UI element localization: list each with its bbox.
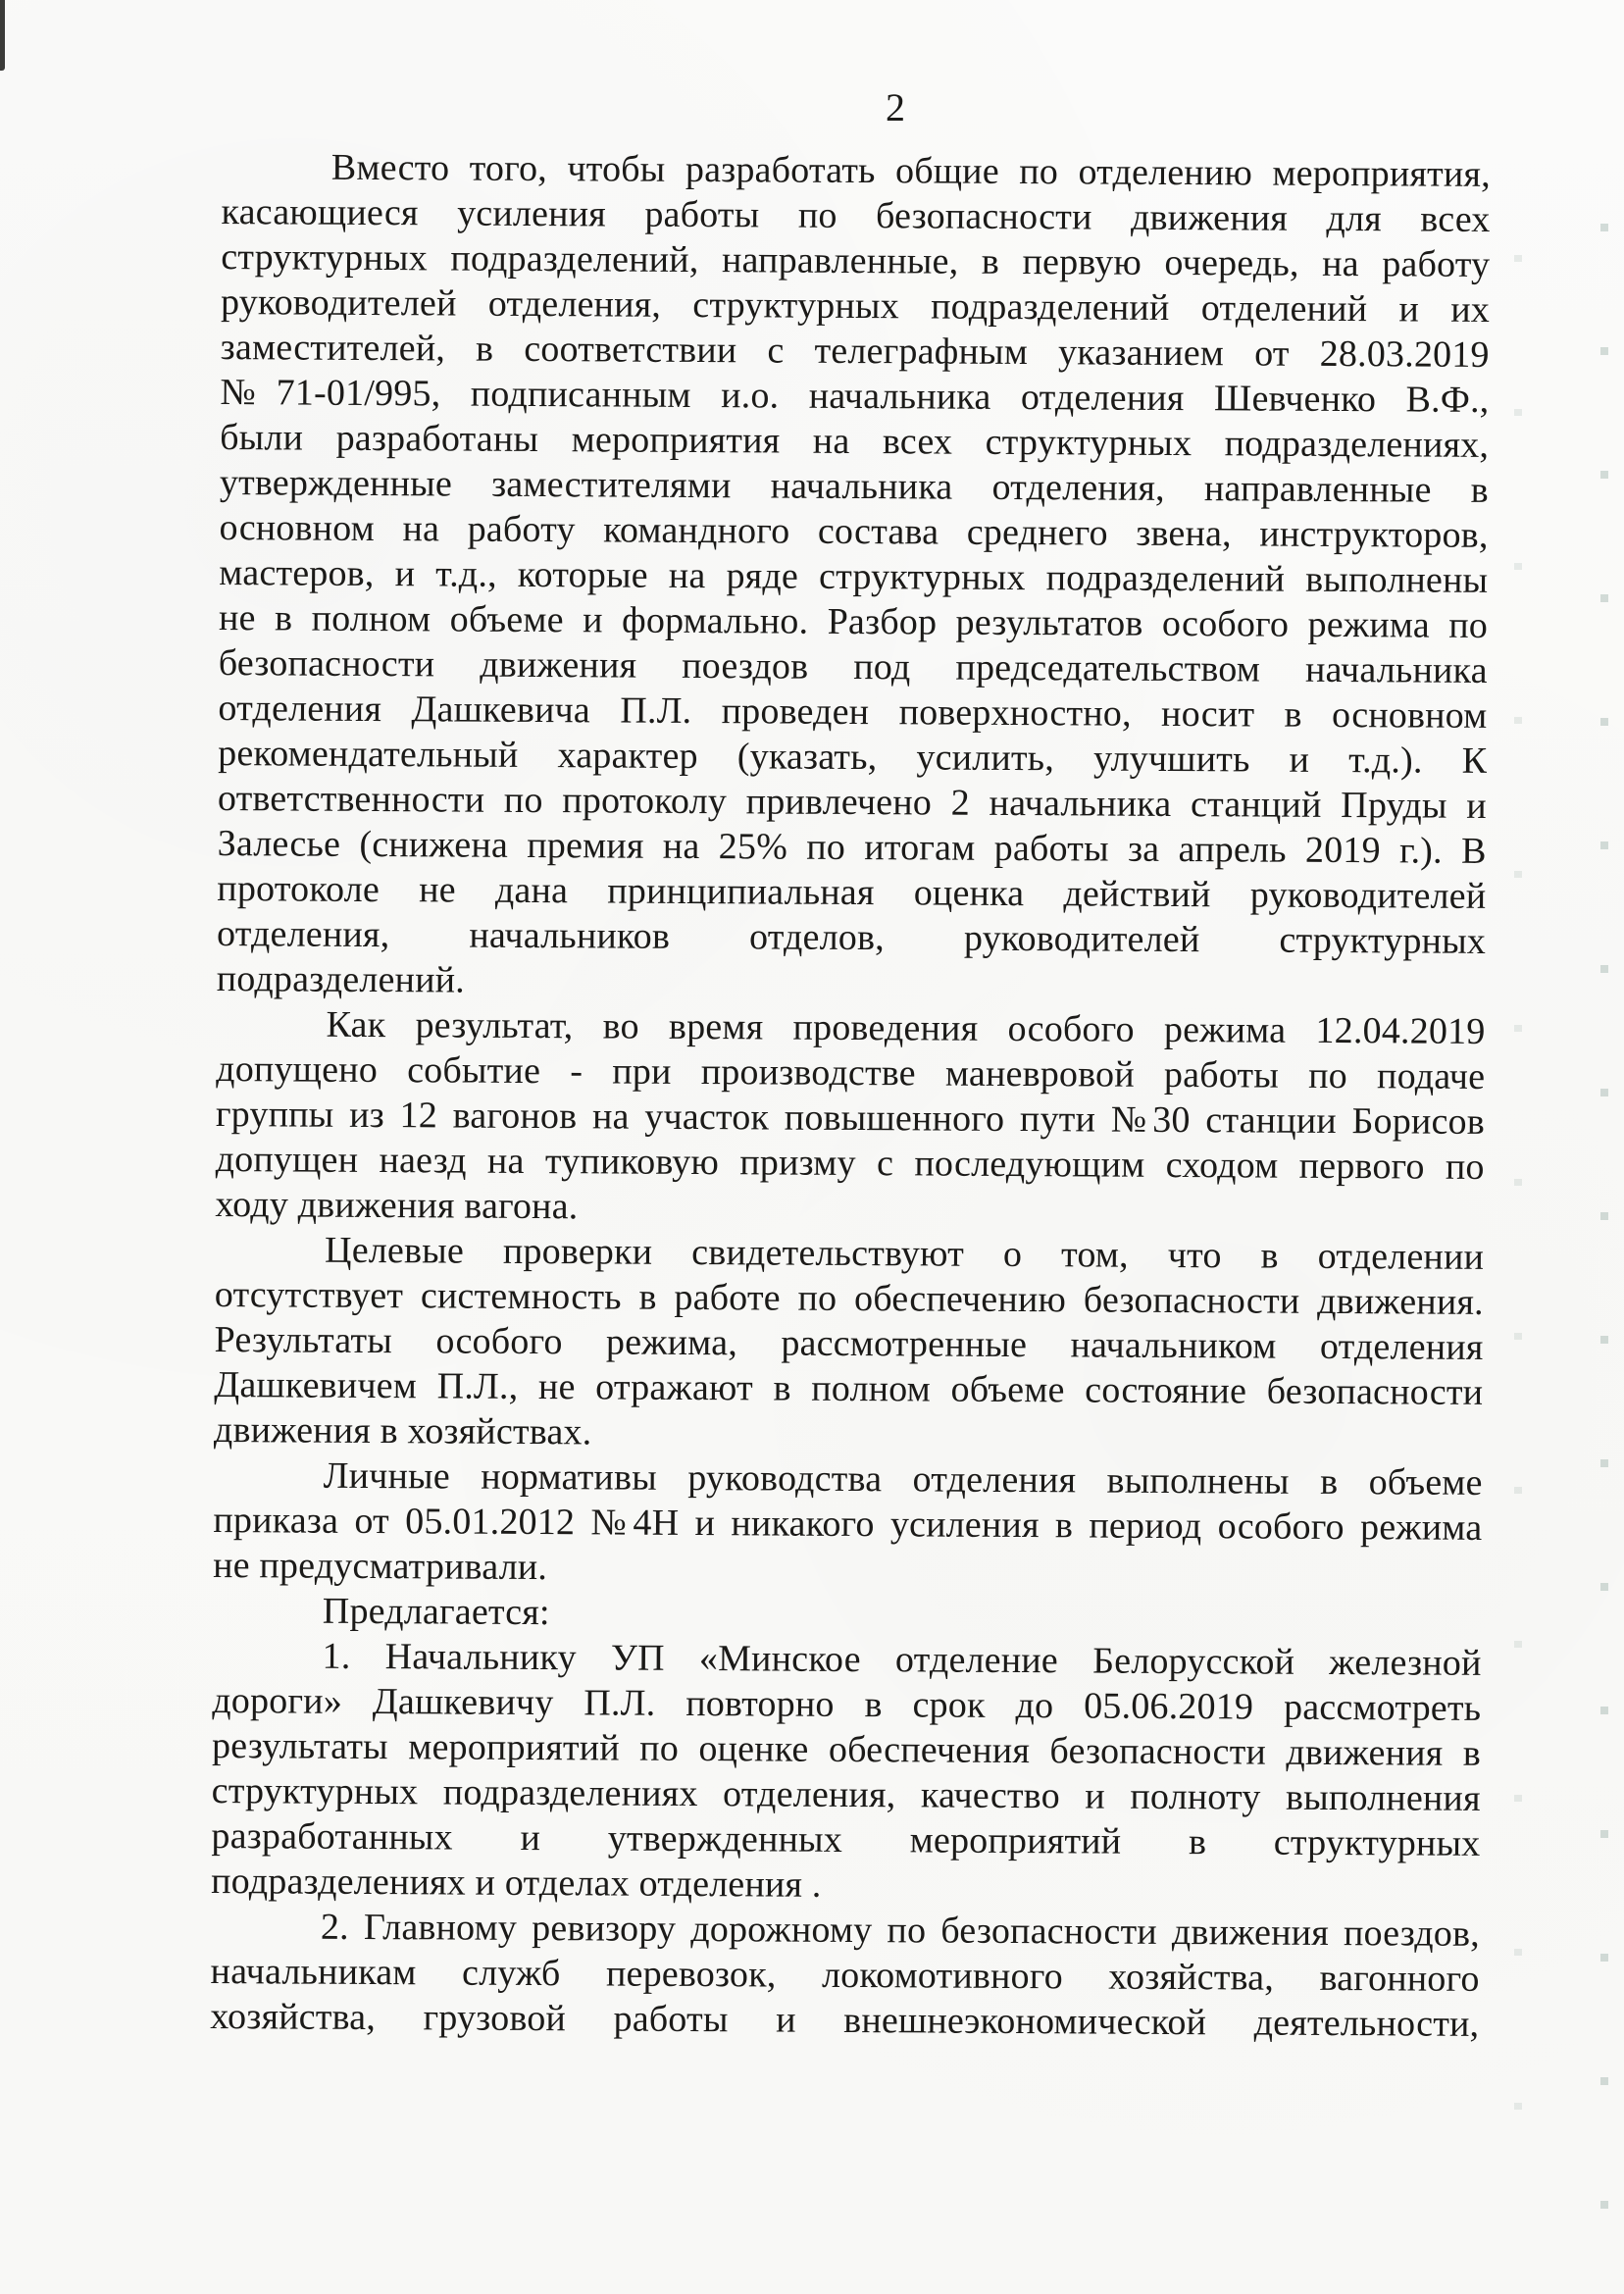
text-line: структурных подразделений, направленные, в первую очередь, на работу	[221, 236, 1491, 285]
text-line: начальникам служб перевозок, локомотивного хозяйства, вагонного	[210, 1951, 1480, 2000]
text-line: Результаты особого режима, рассмотренные начальником отделения	[214, 1319, 1484, 1368]
text-line: №71-01/995, подписанным и.о. начальника отделения Шевченко В.Ф.,	[220, 372, 1490, 421]
scan-edge-ticks-outer	[1600, 108, 1608, 2235]
text-line: группы из 12 вагонов на участок повышенного пути №30 станции Борисов	[215, 1094, 1486, 1143]
text-line: руководителей отделения, структурных подразделений отделений и их	[220, 281, 1491, 331]
text-line: результаты мероприятий по оценке обеспечения безопасности движения в	[211, 1725, 1482, 1774]
text-line: движения в хозяйствах.	[213, 1409, 592, 1453]
text-line: ходу движения вагона.	[215, 1184, 579, 1228]
text-line: Предлагается:	[322, 1590, 550, 1634]
text-line: дороги» Дашкевичу П.Л. повторно в срок до 05.06.2019 рассмотреть	[212, 1680, 1482, 1729]
text-line: допущено событие - при производстве маневровой работы по подаче	[216, 1048, 1486, 1097]
text-line: были разработаны мероприятия на всех структурных подразделениях,	[220, 417, 1490, 466]
document-body	[210, 144, 1491, 2047]
text-line: утвержденные заместителями начальника отделения, направленные в	[219, 462, 1490, 511]
text-line: допущен наезд на тупиковую призму с последующим сходом первого по	[215, 1139, 1485, 1188]
text-line: подразделений.	[216, 958, 466, 1001]
text-line: Дашкевичем П.Л., не отражают в полном объеме состояние безопасности	[214, 1364, 1484, 1413]
text-line: приказа от 05.01.2012 №4Н и никакого усиления в период особого режима	[213, 1500, 1483, 1549]
text-line: отделения, начальников отделов, руководителей структурных	[216, 913, 1487, 962]
text-line: ответственности по протоколу привлечено 2 начальника станций Пруды и	[217, 778, 1488, 827]
text-line: Целевые проверки свидетельствуют о том, что в отделении	[324, 1229, 1485, 1278]
text-line: 1. Начальнику УП «Минское отделение Белорусской железной	[322, 1635, 1482, 1684]
text-line: заместителей, в соответствии с телеграфным указанием от 28.03.2019	[220, 327, 1490, 376]
text-line: рекомендательный характер (указать, усилить, улучшить и т.д.). К	[218, 733, 1488, 782]
text-line: 2. Главному ревизору дорожному по безопасности движения поездов,	[320, 1906, 1481, 1955]
text-line: Вместо того, чтобы разработать общие по отделению мероприятия,	[330, 146, 1491, 195]
page-number: 2	[886, 85, 905, 129]
text-line: разработанных и утвержденных мероприятий в структурных	[211, 1815, 1481, 1864]
text-line: структурных подразделениях отделения, качество и полноту выполнения	[211, 1770, 1481, 1819]
text-line: мастеров, и т.д., которые на ряде структурных подразделений выполнены	[219, 552, 1489, 601]
text-line: подразделениях и отделах отделения .	[211, 1861, 822, 1906]
text-line: отделения Дашкевича П.Л. проведен поверхностно, носит в основном	[218, 688, 1488, 737]
scan-edge-ticks-inner	[1514, 108, 1522, 2235]
text-line: не предусматривали.	[213, 1545, 548, 1589]
text-line: безопасности движения поездов под председательством начальника	[218, 642, 1488, 691]
text-line: не в полном объеме и формально. Разбор результатов особого режима по	[218, 597, 1489, 646]
text-line: отсутствует системность в работе по обеспечению безопасности движения.	[214, 1274, 1484, 1323]
text-line: Личные нормативы руководства отделения выполнены в объеме	[323, 1454, 1483, 1504]
text-line: основном на работу командного состава среднего звена, инструкторов,	[219, 507, 1489, 556]
text-line: Как результат, во время проведения особого режима 12.04.2019	[326, 1003, 1486, 1052]
text-line: Залесье (снижена премия на 25% по итогам работы за апрель 2019 г.). В	[217, 823, 1487, 872]
text-line: протоколе не дана принципиальная оценка действий руководителей	[217, 868, 1487, 917]
scan-corner-artifact	[0, 0, 5, 71]
text-line: касающиеся усиления работы по безопасности движения для всех	[221, 191, 1491, 240]
text-line: хозяйства, грузовой работы и внешнеэкономической деятельности,	[210, 1996, 1480, 2045]
